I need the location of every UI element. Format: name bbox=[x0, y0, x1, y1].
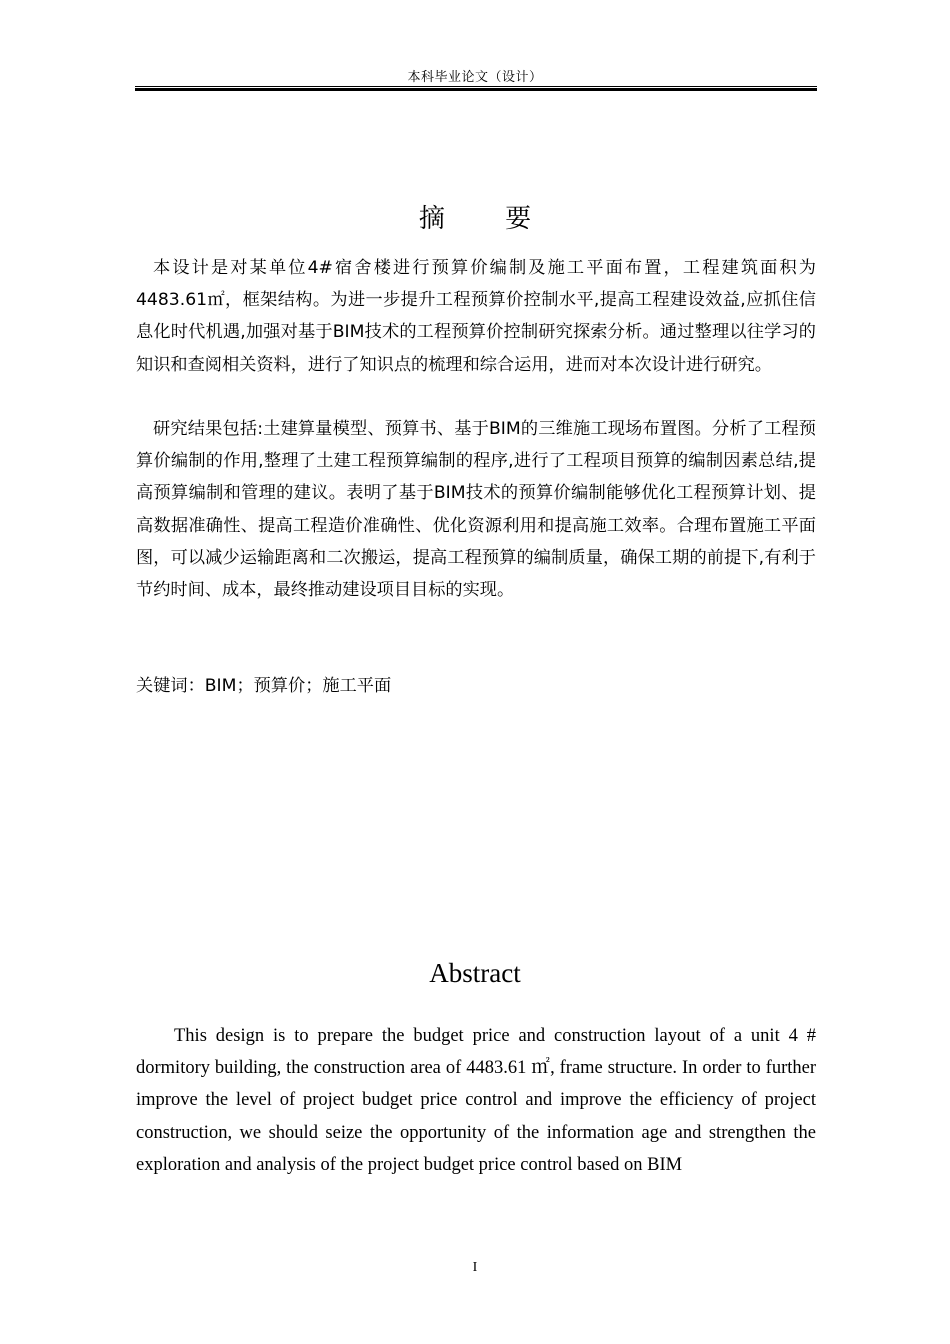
abstract-cn-paragraph-1: 本设计是对某单位4#宿舍楼进行预算价编制及施工平面布置，工程建筑面积为4483.61㎡，框架结构。为进一步提升工程预算价控制水平,提高工程建设效益,应抓住信息化时代机遇,加强对基于BIM技术的工程预算价控制研究探索分析。通过整理以往学习的知识和查阅相关资料，进行了知识点的梳理和综合运用，进而对本次设计进行研究。 bbox=[136, 258, 816, 375]
abstract-en-paragraph-1: This design is to prepare the budget price and construction layout of a unit 4 # dormitory building, the construction area of 4483.61 ㎡, frame structure. In order to further improve the level of project budget price control and improve the efficiency of project construction, we should seize the opportunity of the information age and strengthen the exploration and analysis of the project budget price control based on BIM bbox=[136, 1026, 816, 1175]
abstract-cn-title: 摘 要 bbox=[418, 204, 558, 234]
page-header-title: 本科毕业论文（设计） bbox=[407, 70, 543, 85]
abstract-cn-paragraph-2: 研究结果包括:土建算量模型、预算书、基于BIM的三维施工现场布置图。分析了工程预算价编制的作用,整理了土建工程预算编制的程序,进行了工程项目预算的编制因素总结,提高预算编制和管理的建议。表明了基于BIM技术的预算价编制能够优化工程预算计划、提高数据准确性、提高工程造价准确性、优化资源利用和提高施工效率。合理布置施工平面图，可以减少运输距离和二次搬运，提高工程预算的编制质量，确保工期的前提下,有利于节约时间、成本，最终推动建设项目目标的实现。 bbox=[136, 419, 816, 601]
keywords-label: 关键词： bbox=[136, 676, 205, 696]
keywords-line bbox=[136, 672, 816, 700]
abstract-cn-paragraph-2-block bbox=[136, 413, 816, 606]
page-number: I bbox=[472, 1260, 478, 1275]
abstract-en-title: Abstract bbox=[429, 958, 521, 988]
header-rule-thick bbox=[135, 88, 817, 91]
abstract-cn-paragraph-1-block bbox=[136, 252, 816, 381]
abstract-en-body bbox=[136, 1020, 816, 1181]
keywords-value: BIM；预算价；施工平面 bbox=[204, 676, 392, 696]
header-rule-thin bbox=[135, 86, 817, 87]
